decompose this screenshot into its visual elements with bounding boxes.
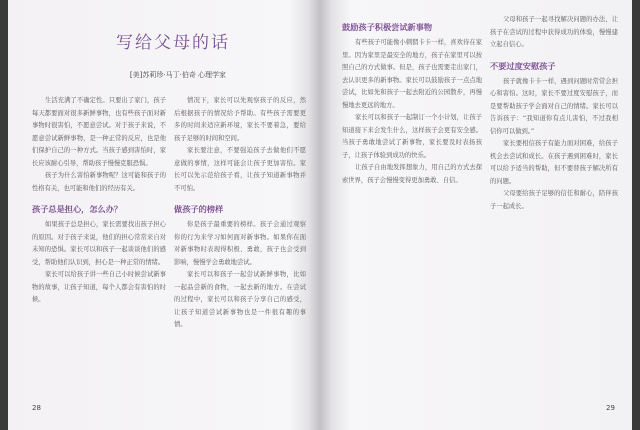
paragraph: 孩子为什么害怕新事物呢？这可能和孩子的性格有关，也可能和他们的经历有关。 [32,172,166,192]
right-page [320,0,632,430]
paragraph: 情况下，家长可以先观察孩子的反应，然后根据孩子的情况给予帮助。有些孩子需要更多的时间来适应新环境，家长不要着急，要给孩子足够的时间和空间。 [174,97,306,142]
section-heading: 做孩子的榜样 [174,204,224,214]
paragraph: 如果孩子总是担心，家长需要找出孩子担心的原因。对于孩子来说，他们的担心常常来自对未知的恐惧。家长可以和孩子一起谈谈他们的感受，帮助他们认识到，担心是一种正常的情绪。 [32,221,166,266]
paragraph: 你是孩子最重要的榜样。孩子会通过观察你的行为来学习如何面对新事物。如果你在面对新事物时表现得积极、勇敢，孩子也会受到影响，慢慢学会勇敢地尝试。 [174,221,306,266]
paragraph: 生活充满了不确定性。只要出了家门，孩子每天都要面对很多新鲜事物，也有些孩子面对新事物时很害怕，不愿意尝试。对于孩子来说，不愿意尝试新鲜事物，是一种正常的反应，也是他们保护自己的一种方式。当孩子感到害怕时，家长应该耐心引导，帮助孩子慢慢克服恐惧。 [32,97,166,167]
section-heading: 孩子总是担心，怎么办？ [32,204,123,214]
article-title: 写给父母的话 [116,33,230,53]
paragraph: 有些孩子可能像小刺猬卡卡一样，喜欢待在家里。因为家里是最安全的地方，孩子在家里可以按照自己的方式做事。但是，孩子也需要走出家门，去认识更多的新事物。家长可以鼓励孩子一点点地尝试，比如先和孩子一起去附近的公园散步，再慢慢地去更远的地方。 [342,39,482,109]
left-page [8,0,320,430]
paragraph: 父母和孩子一起寻找解决问题的办法，让孩子在尝试的过程中获得成功的体验，慢慢建立起自信心。 [490,16,618,48]
paragraph: 家长要相信孩子有能力面对困难，给孩子机会去尝试和成长。在孩子遇到困难时，家长可以给予适当的帮助，但不要替孩子解决所有的问题。 [490,140,618,185]
paragraph: 孩子就像卡卡一样，遇到问题时常常会担心和害怕。这时，家长不要过度安慰孩子，而是要帮助孩子学会面对自己的情绪。家长可以告诉孩子：“我知道你有点儿害怕，不过我相信你可以做到。” [490,77,618,135]
book-spine-shadow [308,0,332,430]
book-spread [8,0,632,430]
left-column-2 [174,95,306,415]
left-column-1 [32,95,166,415]
paragraph: 让孩子自由地发挥想象力，用自己的方式去探索世界，孩子会慢慢变得更加勇敢、自信。 [342,164,482,184]
paragraph: 家长可以和孩子一起尝试新鲜事物，比如一起品尝新的食物，一起去新的地方。在尝试的过程中，家长可以和孩子分享自己的感受，让孩子知道尝试新事物也是一件很有趣的事情。 [174,271,306,328]
right-column-2 [490,14,618,414]
paragraph: 父母要给孩子足够的信任和耐心，陪伴孩子一起成长。 [490,190,618,210]
paragraph: 家长要注意，不要强迫孩子去做他们不愿意做的事情，这样可能会让孩子更加害怕。家长可以先示范给孩子看，让孩子知道新事物并不可怕。 [174,147,306,192]
section-heading: 不要过度安慰孩子 [490,60,556,71]
paragraph: 家长可以和孩子一起制订一个小计划，让孩子知道接下来会发生什么，这样孩子会更有安全感。当孩子勇敢地尝试了新事物，家长要及时表扬孩子，让孩子体验到成功的快乐。 [342,114,482,159]
right-column-1 [342,22,482,412]
paragraph: 家长可以给孩子讲一些自己小时候尝试新事物的故事，让孩子知道，每个人都会有害怕的时候。 [32,271,166,303]
section-heading: 鼓励孩子积极尝试新事物 [342,22,433,32]
page-number: 29 [606,404,615,412]
article-byline: [美]苏莉珍·马丁·伯奇 心理学家 [129,71,227,79]
page-number: 28 [32,404,41,412]
